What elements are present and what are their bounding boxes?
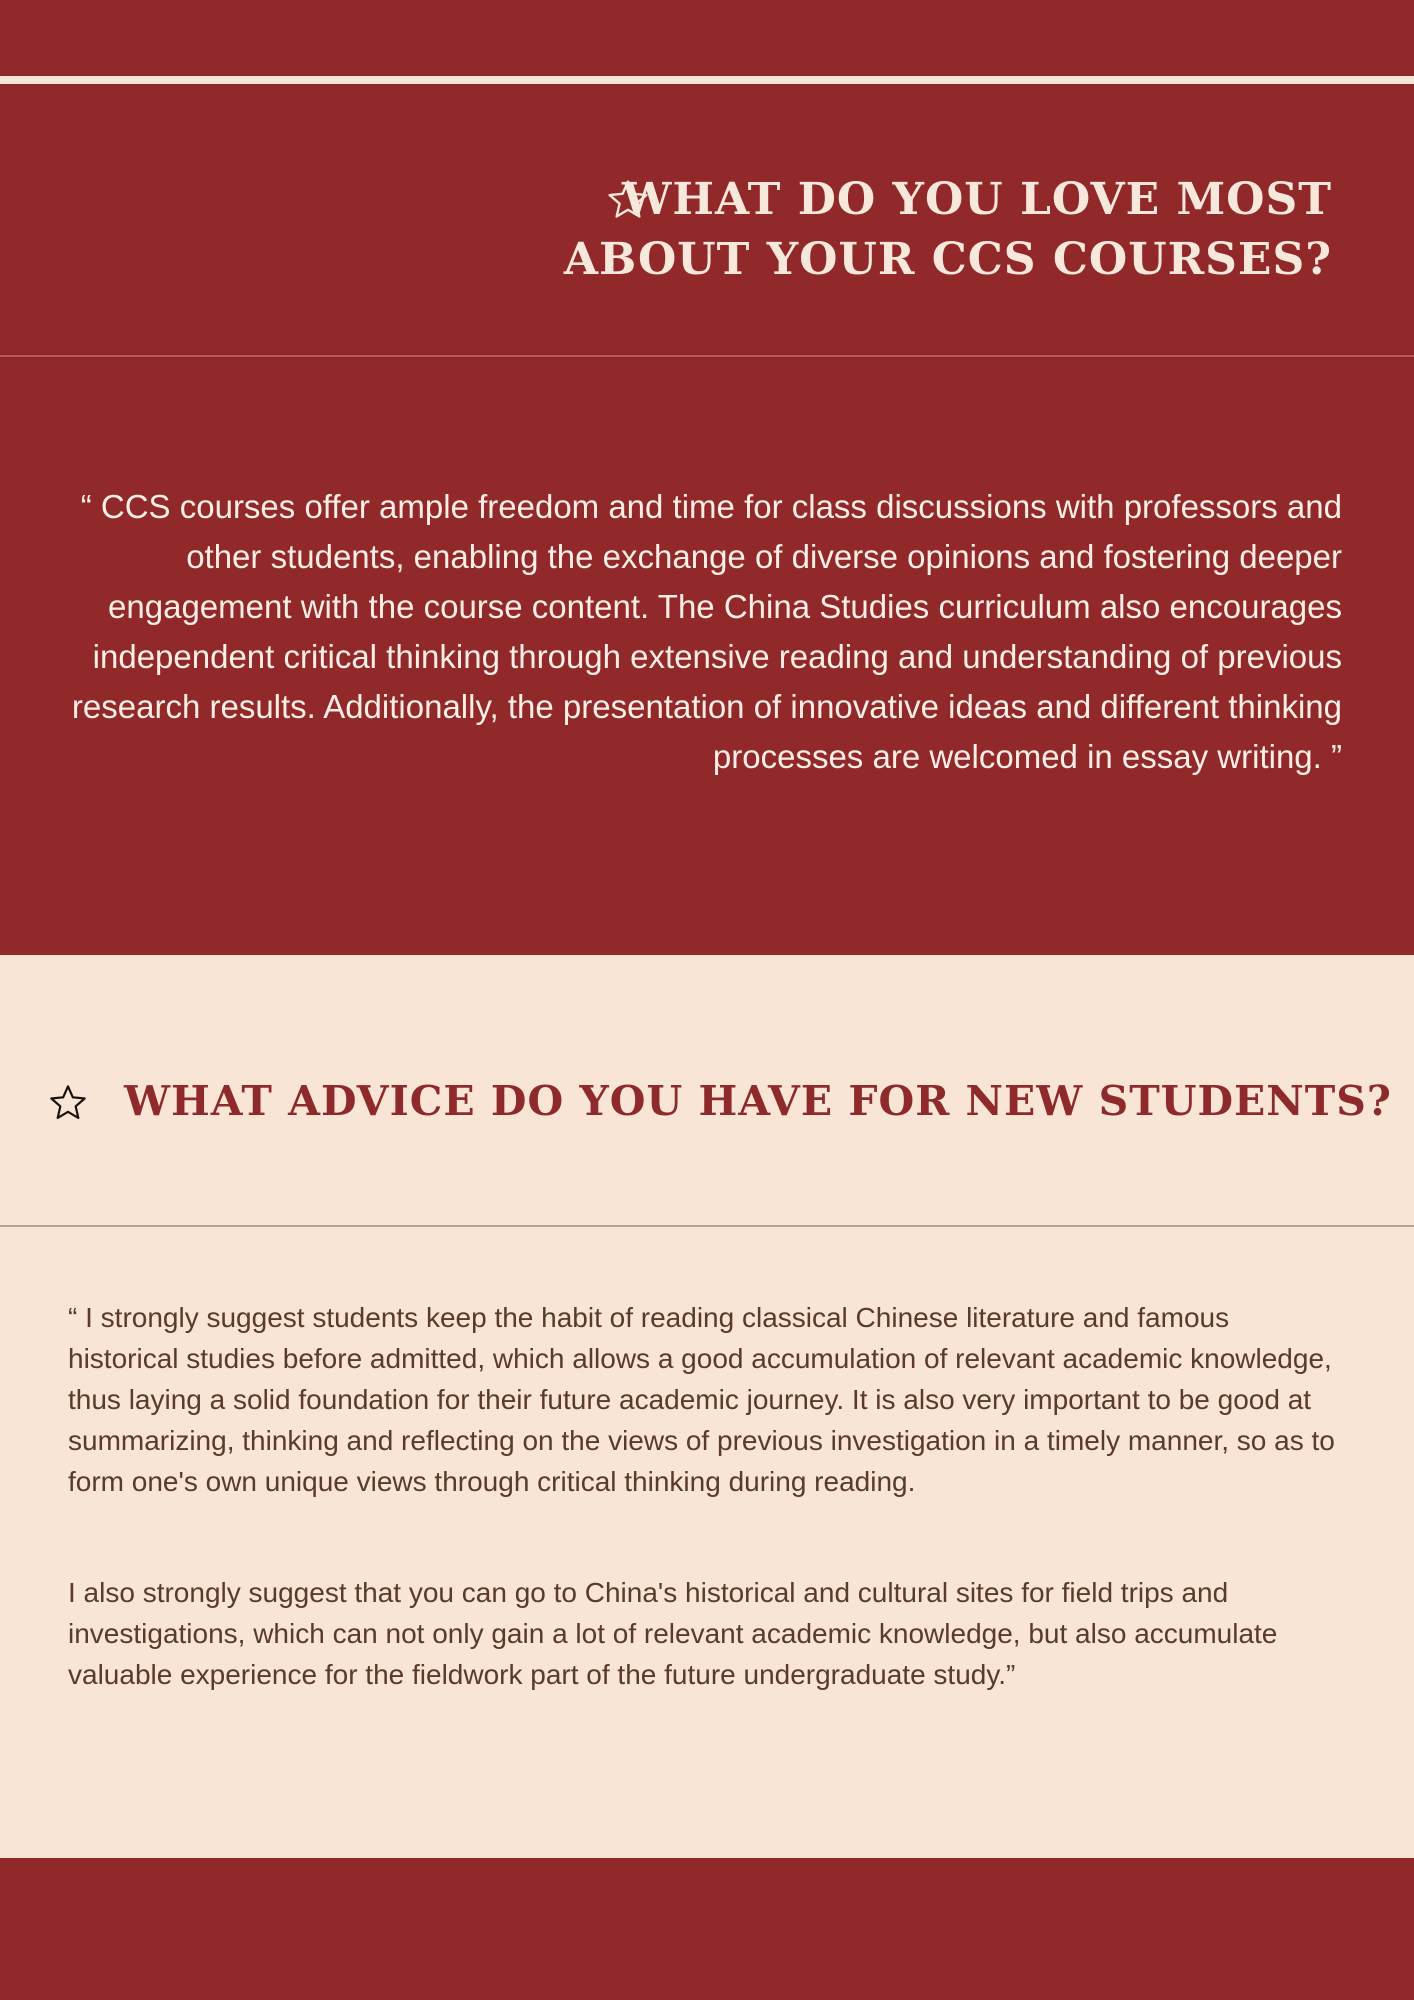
love-question-heading (432, 170, 1332, 290)
love-question-line1: WHAT DO YOU LOVE MOST (621, 174, 1332, 225)
top-divider (0, 76, 1414, 84)
love-answer-quote: “ CCS courses offer ample freedom and time for class discussions with professors and other students, enabling the exchange of diverse opinions and fostering deeper engagement with the course content. The China Studies curriculum also encourages independent critical thinking through extensive reading and understanding of previous research results. Additionally, the presentation of innovative ideas and different thinking processes are welcomed in essay writing. ” (71, 488, 1342, 775)
advice-answer-paragraph-1: “ I strongly suggest students keep the habit of reading classical Chinese literature and famous historical studies before admitted, which allows a good accumulation of relevant academic knowledge, thus laying a solid foundation for their future academic journey. It is also very important to be good at summarizing, thinking and reflecting on the views of previous investigation in a timely manner, so as to form one's own unique views through critical thinking during reading. (68, 1302, 1335, 1497)
advice-section (0, 955, 1414, 1858)
advice-question-heading: WHAT ADVICE DO YOU HAVE FOR NEW STUDENTS? (124, 1077, 1392, 1125)
love-divider (0, 355, 1414, 357)
love-question-line2: ABOUT YOUR CCS COURSES? (563, 234, 1332, 285)
advice-divider (0, 1225, 1414, 1227)
bottom-banner (0, 1858, 1414, 2000)
advice-answer-paragraph-2: I also strongly suggest that you can go to China's historical and cultural sites for field trips and investigations, which can not only gain a lot of relevant academic knowledge, but also accumulate valuable experience for the fieldwork part of the future undergraduate study.” (68, 1577, 1278, 1690)
star-outline-icon (48, 1083, 88, 1123)
top-banner (0, 0, 1414, 76)
love-section (0, 84, 1414, 955)
